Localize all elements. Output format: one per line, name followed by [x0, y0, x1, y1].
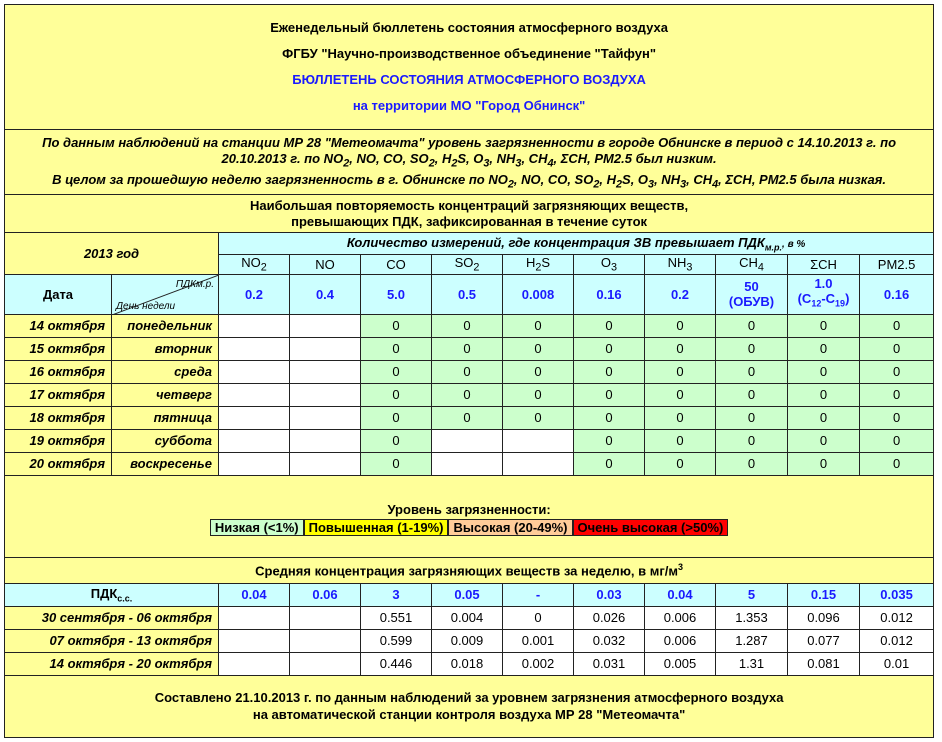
summary-line-2: 20.10.2013 г. по $NO_2$, NO, CO, $SO_2$, $H_2S$, $O_3$, $NH_3$, $CH_4$, ΣCH, PM2.5 был низким. [221, 151, 717, 170]
pollutant-so2: $SO_2$ [432, 255, 503, 275]
row-value [219, 429, 290, 452]
row-value: 0 [361, 360, 432, 383]
row-value: 0 [788, 360, 860, 383]
avg-value: 1.353 [716, 606, 788, 629]
row-value: 0 [716, 429, 788, 452]
daily-rows [5, 314, 934, 475]
avg-period: 07 октября - 13 октября [5, 629, 219, 652]
year-label: 2013 год [5, 233, 219, 275]
avg-pdk-value: 0.05 [432, 583, 503, 606]
avg-row [5, 652, 934, 675]
avg-value: 0.012 [860, 629, 934, 652]
row-value: 0 [503, 383, 574, 406]
header-line-3: БЮЛЛЕТЕНЬ СОСТОЯНИЯ АТМОСФЕРНОГО ВОЗДУХА [292, 72, 646, 87]
avg-pdk-value: 3 [361, 583, 432, 606]
summary-line-1: По данным наблюдений на станции МР 28 "Метеомачта" уровень загрязненности в городе Обнинске в период с 14.10.2013 г. по [42, 135, 897, 151]
avg-value: 0.096 [788, 606, 860, 629]
daily-row [5, 406, 934, 429]
avg-value: 0 [503, 606, 574, 629]
pdk-value: 0.4 [290, 274, 361, 314]
pollutant-co: CO [361, 255, 432, 275]
row-value: 0 [645, 314, 716, 337]
pdk-value: 0.16 [860, 274, 934, 314]
row-value: 0 [645, 429, 716, 452]
daily-row [5, 337, 934, 360]
row-value: 0 [645, 406, 716, 429]
row-value: 0 [788, 406, 860, 429]
row-value: 0 [788, 337, 860, 360]
row-value [290, 383, 361, 406]
count-header: Количество измерений, где концентрация ЗВ превышает $ПДК_{м.р.}$, в % [219, 233, 934, 255]
avg-value: 0.081 [788, 652, 860, 675]
avg-pdk-row [5, 583, 934, 606]
row-value: 0 [574, 360, 645, 383]
row-date: 20 октября [5, 452, 112, 475]
pollutant-no2: $NO_2$ [219, 255, 290, 275]
row-value: 0 [860, 314, 934, 337]
avg-rows [5, 606, 934, 675]
row-weekday: пятница [112, 406, 219, 429]
pollutant-ch4: $CH_4$ [716, 255, 788, 275]
header-line-4: на территории МО "Город Обнинск" [352, 98, 586, 113]
avg-value: 0.009 [432, 629, 503, 652]
row-value: 0 [432, 314, 503, 337]
row-value: 0 [860, 429, 934, 452]
avg-pdk-value: 0.03 [574, 583, 645, 606]
row-value [290, 452, 361, 475]
row-date: 17 октября [5, 383, 112, 406]
pdk-value-ch4: 50 (ОБУВ) [716, 274, 788, 314]
row-value: 0 [860, 406, 934, 429]
avg-pdk-value: 0.06 [290, 583, 361, 606]
row-value: 0 [645, 452, 716, 475]
avg-value: 0.01 [860, 652, 934, 675]
pollutant-no: NO [290, 255, 361, 275]
row-value: 0 [574, 314, 645, 337]
daily-row [5, 360, 934, 383]
row-value: 0 [860, 337, 934, 360]
row-value: 0 [361, 383, 432, 406]
avg-value: 0.005 [645, 652, 716, 675]
avg-value [290, 629, 361, 652]
daily-row [5, 452, 934, 475]
legend [210, 519, 729, 536]
legend-high: Высокая (20-49%) [448, 519, 572, 536]
avg-value: 0.018 [432, 652, 503, 675]
legend-very-high: Очень высокая (>50%) [573, 519, 729, 536]
legend-low: Низкая (<1%) [210, 519, 304, 536]
daily-row [5, 383, 934, 406]
pollutant-sch: ΣCH [788, 255, 860, 275]
row-value: 0 [503, 406, 574, 429]
row-weekday: воскресенье [112, 452, 219, 475]
pdk-value: 0.008 [503, 274, 574, 314]
row-weekday: суббота [112, 429, 219, 452]
row-value: 0 [503, 314, 574, 337]
pollutant-h2s: $H_2S$ [503, 255, 574, 275]
row-value: 0 [361, 406, 432, 429]
pdk-value: 0.5 [432, 274, 503, 314]
avg-value: 1.287 [716, 629, 788, 652]
row-value: 0 [503, 360, 574, 383]
pdk-value: 0.2 [219, 274, 290, 314]
avg-pdk-value: - [503, 583, 574, 606]
row-value: 0 [716, 383, 788, 406]
row-value [290, 360, 361, 383]
repeat-title-line-1: Наибольшая повторяемость концентраций загрязняющих веществ, [250, 197, 689, 213]
footer-line-1: Составлено 21.10.2013 г. по данным наблюдений за уровнем загрязнения атмосферного воздуха [154, 690, 784, 706]
pollutant-pm25: PM2.5 [860, 255, 934, 275]
row-value [503, 452, 574, 475]
row-value: 0 [574, 406, 645, 429]
avg-value [219, 606, 290, 629]
pollutant-o3: $O_3$ [574, 255, 645, 275]
row-value [219, 360, 290, 383]
legend-increased: Повышенная (1-19%) [304, 519, 449, 536]
bulletin-table [4, 4, 934, 738]
row-value: 0 [574, 337, 645, 360]
avg-value [219, 629, 290, 652]
header-row [5, 5, 934, 130]
row-value: 0 [432, 360, 503, 383]
header-line-1: Еженедельный бюллетень состояния атмосферного воздуха [270, 20, 668, 35]
avg-value [219, 652, 290, 675]
row-value [219, 337, 290, 360]
row-date: 14 октября [5, 314, 112, 337]
avg-value: 0.004 [432, 606, 503, 629]
pdk-mr-label: ПДКм.р. [175, 278, 214, 290]
avg-value: 0.599 [361, 629, 432, 652]
row-value: 0 [716, 337, 788, 360]
summary-row [5, 130, 934, 195]
avg-pdk-value: 0.035 [860, 583, 934, 606]
pollutant-nh3: $NH_3$ [645, 255, 716, 275]
avg-period: 30 сентября - 06 октября [5, 606, 219, 629]
row-date: 18 октября [5, 406, 112, 429]
row-value: 0 [574, 452, 645, 475]
row-value: 0 [432, 383, 503, 406]
row-value: 0 [361, 452, 432, 475]
repeat-title-row [5, 195, 934, 233]
row-value: 0 [645, 337, 716, 360]
row-value: 0 [503, 337, 574, 360]
avg-row [5, 629, 934, 652]
legend-row [5, 475, 934, 557]
footer-line-2: на автоматической станции контроля воздуха МР 28 "Метеомачта" [252, 707, 686, 723]
avg-value: 0.001 [503, 629, 574, 652]
avg-pdk-value: 0.15 [788, 583, 860, 606]
row-date: 19 октября [5, 429, 112, 452]
legend-title: Уровень загрязненности: [387, 502, 551, 518]
row-value: 0 [788, 314, 860, 337]
row-value [290, 429, 361, 452]
avg-value: 0.026 [574, 606, 645, 629]
avg-value: 0.012 [860, 606, 934, 629]
row-weekday: четверг [112, 383, 219, 406]
row-value [219, 383, 290, 406]
row-value: 0 [716, 452, 788, 475]
row-value: 0 [860, 383, 934, 406]
row-value [219, 406, 290, 429]
repeat-title-line-2: превышающих ПДК, зафиксированная в течение суток [291, 213, 648, 229]
summary-line-3: В целом за прошедшую неделю загрязненность в г. Обнинске по $NO_2$, NO, CO, $SO_2$, $H_2S$, $O_3$, $NH_3$, $CH_4$, ΣCH, PM2.5 была низкая. [52, 172, 886, 191]
avg-value [290, 606, 361, 629]
row-value: 0 [574, 383, 645, 406]
row-value: 0 [361, 314, 432, 337]
avg-value: 0.002 [503, 652, 574, 675]
row-value: 0 [432, 406, 503, 429]
row-value: 0 [788, 383, 860, 406]
row-value: 0 [361, 337, 432, 360]
daily-row [5, 429, 934, 452]
header-line-2: ФГБУ "Научно-производственное объединение "Тайфун" [282, 46, 656, 61]
pdk-value: 0.16 [574, 274, 645, 314]
avg-value: 0.077 [788, 629, 860, 652]
row-weekday: вторник [112, 337, 219, 360]
pdk-value: 5.0 [361, 274, 432, 314]
row-weekday: среда [112, 360, 219, 383]
row-value: 0 [432, 337, 503, 360]
footer-row [5, 675, 934, 737]
row-value [290, 406, 361, 429]
row-value: 0 [716, 406, 788, 429]
row-value: 0 [645, 360, 716, 383]
row-value [432, 429, 503, 452]
avg-row [5, 606, 934, 629]
pdk-row [5, 274, 934, 314]
row-value: 0 [361, 429, 432, 452]
avg-value: 0.446 [361, 652, 432, 675]
avg-value: 0.032 [574, 629, 645, 652]
avg-pdk-value: 0.04 [219, 583, 290, 606]
avg-pdk-value: 0.04 [645, 583, 716, 606]
pdk-value-sch: 1.0 $(C_{12}-C_{19})$ [788, 274, 860, 314]
avg-value: 0.031 [574, 652, 645, 675]
avg-pdk-value: 5 [716, 583, 788, 606]
row-value: 0 [788, 429, 860, 452]
row-value [219, 452, 290, 475]
row-value: 0 [645, 383, 716, 406]
avg-value: 1.31 [716, 652, 788, 675]
row-date: 16 октября [5, 360, 112, 383]
row-weekday: понедельник [112, 314, 219, 337]
avg-title-row [5, 557, 934, 583]
row-value: 0 [716, 314, 788, 337]
row-value [503, 429, 574, 452]
row-value: 0 [860, 452, 934, 475]
avg-period: 14 октября - 20 октября [5, 652, 219, 675]
row-value [290, 337, 361, 360]
row-value: 0 [860, 360, 934, 383]
row-value [219, 314, 290, 337]
avg-value [290, 652, 361, 675]
avg-value: 0.006 [645, 606, 716, 629]
weekday-label: День недели [116, 300, 176, 312]
avg-title: Средняя концентрация загрязняющих веществ за неделю, в $мг/м^3$ [5, 557, 934, 583]
row-date: 15 октября [5, 337, 112, 360]
pdk-value: 0.2 [645, 274, 716, 314]
row-value [290, 314, 361, 337]
avg-value: 0.551 [361, 606, 432, 629]
avg-pdk-label: $ПДК_{с.с.}$ [5, 583, 219, 606]
row-value: 0 [716, 360, 788, 383]
row-value: 0 [574, 429, 645, 452]
date-label: Дата [5, 274, 112, 314]
row-value: 0 [788, 452, 860, 475]
row-value [432, 452, 503, 475]
daily-row [5, 314, 934, 337]
pdk-weekday-diag [112, 274, 219, 314]
avg-value: 0.006 [645, 629, 716, 652]
